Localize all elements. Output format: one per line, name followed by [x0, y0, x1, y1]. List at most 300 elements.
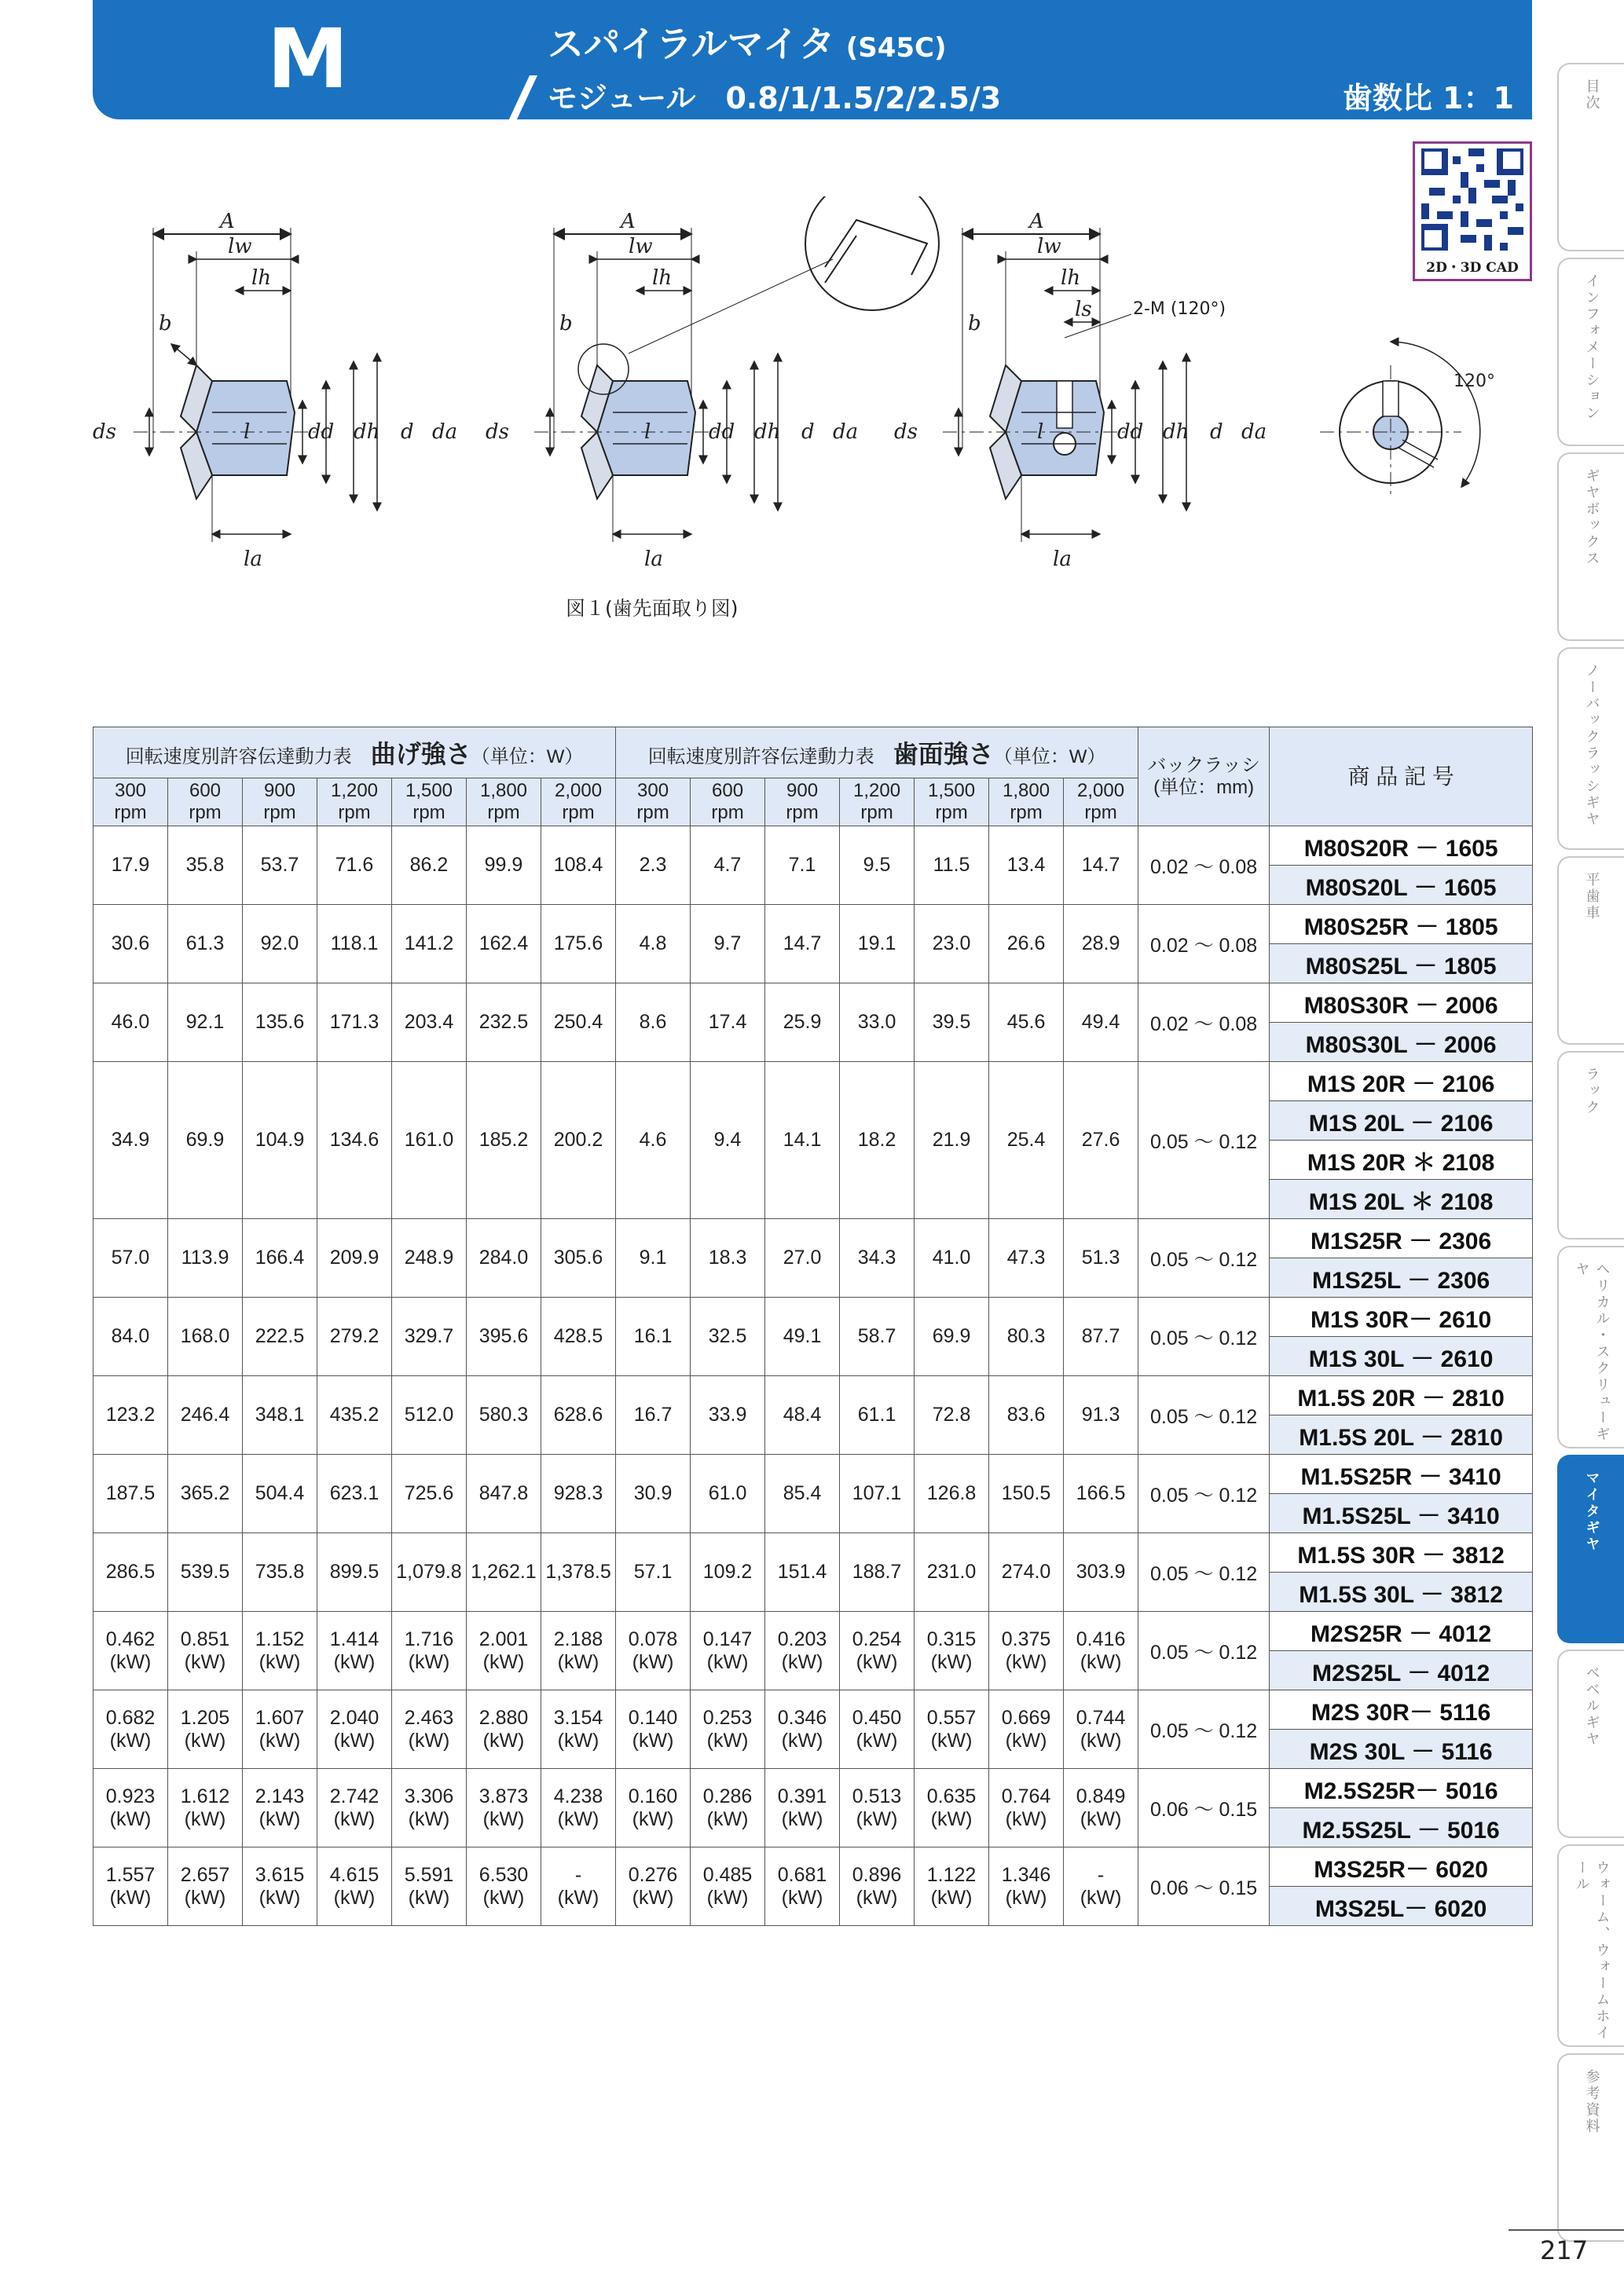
product-code[interactable]: M1.5S 20R － 2810: [1270, 1376, 1533, 1415]
bending-power-cell: 512.0: [392, 1376, 467, 1455]
fig2-label-la: la: [644, 547, 663, 571]
drawing-chamfer: [534, 196, 939, 542]
surface-power-cell: 0.276 (kW): [616, 1847, 691, 1926]
surface-power-cell: 39.5: [915, 983, 989, 1062]
side-tab[interactable]: [1557, 63, 1624, 251]
side-tab[interactable]: [1557, 647, 1624, 850]
side-tab-label: 平歯車: [1583, 872, 1600, 921]
surface-power-cell: 0.391 (kW): [765, 1769, 840, 1847]
side-tab[interactable]: [1557, 452, 1624, 641]
bending-power-cell: 232.5: [467, 983, 541, 1062]
fig2-label-A: A: [621, 210, 636, 233]
bending-power-cell: 92.1: [168, 983, 243, 1062]
surface-power-cell: 25.9: [765, 983, 840, 1062]
rpm-header: 300 rpm: [93, 778, 168, 826]
bending-power-cell: 162.4: [467, 905, 541, 983]
table-row: [93, 905, 1533, 944]
bending-power-cell: 113.9: [168, 1219, 243, 1298]
bending-power-cell: 284.0: [467, 1219, 541, 1298]
bending-power-cell: 222.5: [243, 1298, 317, 1376]
surface-power-cell: 19.1: [840, 905, 915, 983]
bending-power-cell: 1,378.5: [541, 1533, 616, 1612]
product-code[interactable]: M1.5S 30R － 3812: [1270, 1533, 1533, 1573]
bending-power-cell: 2.188 (kW): [541, 1612, 616, 1690]
bending-power-cell: 161.0: [392, 1062, 467, 1219]
surface-power-cell: 11.5: [915, 826, 989, 905]
fig3-label-l: l: [1037, 420, 1044, 444]
bending-power-cell: 34.9: [93, 1062, 168, 1219]
product-code[interactable]: M80S20L － 1605: [1270, 866, 1533, 905]
fig2-label-b: b: [559, 312, 573, 335]
product-code[interactable]: M80S30R － 2006: [1270, 983, 1533, 1023]
fig3-label-d: d: [1210, 420, 1223, 444]
fig1-label-l: l: [244, 420, 251, 444]
surface-power-cell: 109.2: [691, 1533, 765, 1612]
bending-power-cell: 246.4: [168, 1376, 243, 1455]
surface-power-cell: 0.635 (kW): [915, 1769, 989, 1847]
product-code[interactable]: M80S30L － 2006: [1270, 1023, 1533, 1062]
product-code[interactable]: M2.5S25L － 5016: [1270, 1808, 1533, 1847]
product-code[interactable]: M2S 30L － 5116: [1270, 1730, 1533, 1769]
bending-power-cell: 118.1: [317, 905, 392, 983]
surface-power-cell: 18.2: [840, 1062, 915, 1219]
page-number: 217: [1540, 2236, 1589, 2265]
rpm-header: 300 rpm: [616, 778, 691, 826]
rpm-header: 1,200 rpm: [840, 778, 915, 826]
bending-power-cell: - (kW): [541, 1847, 616, 1926]
product-code[interactable]: M2S 30R－ 5116: [1270, 1690, 1533, 1730]
product-code[interactable]: M1.5S 30L － 3812: [1270, 1573, 1533, 1612]
table-row: [93, 1612, 1533, 1651]
header-product-code: 商 品 記 号: [1270, 727, 1533, 826]
side-tab[interactable]: [1557, 1844, 1624, 2047]
side-tab[interactable]: [1557, 1650, 1624, 1838]
product-code[interactable]: M1S25L － 2306: [1270, 1258, 1533, 1298]
surface-power-cell: 4.6: [616, 1062, 691, 1219]
rpm-header: 600 rpm: [691, 778, 765, 826]
product-code[interactable]: M80S25R － 1805: [1270, 905, 1533, 944]
product-code[interactable]: M3S25L－ 6020: [1270, 1887, 1533, 1926]
fig2-label-dh: dh: [754, 420, 781, 444]
surface-power-cell: 47.3: [989, 1219, 1064, 1298]
bending-power-cell: 135.6: [243, 983, 317, 1062]
module-line: モジュール 0.8/1/1.5/2/2.5/3: [548, 81, 1002, 115]
product-code[interactable]: M1S 20R － 2106: [1270, 1062, 1533, 1101]
bending-power-cell: 86.2: [392, 826, 467, 905]
surface-power-cell: 69.9: [915, 1298, 989, 1376]
fig2-label-dd: dd: [709, 420, 735, 444]
backlash-cell: 0.02 ～ 0.08: [1138, 905, 1270, 983]
surface-power-cell: 126.8: [915, 1455, 989, 1533]
bending-power-cell: 175.6: [541, 905, 616, 983]
bending-power-cell: 2.040 (kW): [317, 1690, 392, 1769]
table-row: [93, 983, 1533, 1023]
backlash-cell: 0.02 ～ 0.08: [1138, 826, 1270, 905]
bending-power-cell: 71.6: [317, 826, 392, 905]
bending-power-cell: 847.8: [467, 1455, 541, 1533]
surface-power-cell: 7.1: [765, 826, 840, 905]
bending-power-cell: 104.9: [243, 1062, 317, 1219]
surface-power-cell: 80.3: [989, 1298, 1064, 1376]
side-tab-label: マイタギヤ: [1583, 1470, 1600, 1553]
product-code[interactable]: M2.5S25R－ 5016: [1270, 1769, 1533, 1808]
bending-power-cell: 99.9: [467, 826, 541, 905]
bending-power-cell: 735.8: [243, 1533, 317, 1612]
bending-power-cell: 1.152 (kW): [243, 1612, 317, 1690]
qr-label: 2D・3D CAD: [1426, 260, 1519, 276]
product-code[interactable]: M1S 30R－ 2610: [1270, 1298, 1533, 1337]
surface-power-cell: 231.0: [915, 1533, 989, 1612]
side-tab-label: ヘリカル・スクリューギヤ: [1573, 1262, 1611, 1443]
backlash-cell: 0.05 ～ 0.12: [1138, 1690, 1270, 1769]
side-tab[interactable]: [1557, 2053, 1624, 2242]
surface-power-cell: - (kW): [1064, 1847, 1138, 1926]
bending-power-cell: 1.205 (kW): [168, 1690, 243, 1769]
bending-power-cell: 1.414 (kW): [317, 1612, 392, 1690]
bending-power-cell: 166.4: [243, 1219, 317, 1298]
surface-power-cell: 61.1: [840, 1376, 915, 1455]
bending-power-cell: 84.0: [93, 1298, 168, 1376]
fig2-label-da: da: [833, 420, 859, 444]
surface-power-cell: 107.1: [840, 1455, 915, 1533]
rpm-header: 1,200 rpm: [317, 778, 392, 826]
fig1-label-la: la: [244, 547, 262, 571]
surface-power-cell: 14.7: [1064, 826, 1138, 905]
bending-power-cell: 1,079.8: [392, 1533, 467, 1612]
surface-power-cell: 0.346 (kW): [765, 1690, 840, 1769]
bending-power-cell: 435.2: [317, 1376, 392, 1455]
bending-power-cell: 0.682 (kW): [93, 1690, 168, 1769]
surface-power-cell: 0.849 (kW): [1064, 1769, 1138, 1847]
fig1-label-A: A: [220, 210, 235, 233]
table-row: [93, 826, 1533, 866]
fig3-label-A: A: [1029, 210, 1044, 233]
product-code[interactable]: M1S 20L ＊ 2108: [1270, 1180, 1533, 1219]
surface-power-cell: 0.203 (kW): [765, 1612, 840, 1690]
bending-power-cell: 203.4: [392, 983, 467, 1062]
surface-power-cell: 72.8: [915, 1376, 989, 1455]
surface-power-cell: 0.485 (kW): [691, 1847, 765, 1926]
rpm-header: 1,800 rpm: [989, 778, 1064, 826]
side-tab-label: ウォーム、ウォームホイール: [1573, 1860, 1611, 2041]
bending-power-cell: 2.463 (kW): [392, 1690, 467, 1769]
backlash-cell: 0.05 ～ 0.12: [1138, 1298, 1270, 1376]
fig3-label-lw: lw: [1037, 235, 1061, 258]
side-tab-label: ベベルギヤ: [1583, 1665, 1600, 1748]
surface-power-cell: 2.3: [616, 826, 691, 905]
bending-power-cell: 187.5: [93, 1455, 168, 1533]
bending-power-cell: 628.6: [541, 1376, 616, 1455]
surface-power-cell: 23.0: [915, 905, 989, 983]
rpm-header: 600 rpm: [168, 778, 243, 826]
bending-power-cell: 539.5: [168, 1533, 243, 1612]
surface-power-cell: 57.1: [616, 1533, 691, 1612]
side-tab[interactable]: [1557, 856, 1624, 1045]
page-number-rule: [1509, 2229, 1624, 2231]
fig1-label-da: da: [432, 420, 458, 444]
surface-power-cell: 9.1: [616, 1219, 691, 1298]
product-code[interactable]: M2S25R － 4012: [1270, 1612, 1533, 1651]
bending-power-cell: 69.9: [168, 1062, 243, 1219]
bending-power-cell: 1.716 (kW): [392, 1612, 467, 1690]
header-backlash: バックラッシ (単位：mm): [1138, 727, 1270, 826]
surface-power-cell: 85.4: [765, 1455, 840, 1533]
gear-ratio: 歯数比 1：1: [1342, 81, 1514, 115]
surface-power-cell: 87.7: [1064, 1298, 1138, 1376]
surface-power-cell: 0.669 (kW): [989, 1690, 1064, 1769]
side-tab[interactable]: [1557, 1455, 1624, 1643]
bending-power-cell: 53.7: [243, 826, 317, 905]
bending-power-cell: 17.9: [93, 826, 168, 905]
rpm-header: 1,500 rpm: [392, 778, 467, 826]
surface-power-cell: 14.1: [765, 1062, 840, 1219]
surface-power-cell: 25.4: [989, 1062, 1064, 1219]
bending-power-cell: 348.1: [243, 1376, 317, 1455]
backlash-cell: 0.05 ～ 0.12: [1138, 1219, 1270, 1298]
fig1-label-d: d: [401, 420, 414, 444]
surface-power-cell: 16.1: [616, 1298, 691, 1376]
backlash-cell: 0.06 ～ 0.15: [1138, 1847, 1270, 1926]
product-code[interactable]: M1S 20L － 2106: [1270, 1101, 1533, 1141]
table-row: [93, 1376, 1533, 1415]
product-code[interactable]: M80S25L － 1805: [1270, 944, 1533, 983]
surface-power-cell: 45.6: [989, 983, 1064, 1062]
table-row: [93, 1769, 1533, 1808]
surface-power-cell: 49.4: [1064, 983, 1138, 1062]
surface-power-cell: 41.0: [915, 1219, 989, 1298]
fig3-label-dh: dh: [1163, 420, 1190, 444]
bending-power-cell: 2.742 (kW): [317, 1769, 392, 1847]
bending-power-cell: 250.4: [541, 983, 616, 1062]
bending-power-cell: 248.9: [392, 1219, 467, 1298]
surface-power-cell: 0.160 (kW): [616, 1769, 691, 1847]
surface-power-cell: 150.5: [989, 1455, 1064, 1533]
side-tab-label: ラック: [1583, 1067, 1600, 1116]
side-tab[interactable]: [1557, 1246, 1624, 1448]
surface-power-cell: 9.4: [691, 1062, 765, 1219]
surface-power-cell: 16.7: [616, 1376, 691, 1455]
fig3-label-da: da: [1241, 420, 1267, 444]
surface-power-cell: 4.7: [691, 826, 765, 905]
table-row: [93, 1298, 1533, 1337]
rpm-header: 1,800 rpm: [467, 778, 541, 826]
surface-power-cell: 0.513 (kW): [840, 1769, 915, 1847]
surface-power-cell: 32.5: [691, 1298, 765, 1376]
fig3-label-ds: ds: [894, 420, 918, 444]
product-code[interactable]: M3S25R－ 6020: [1270, 1847, 1533, 1887]
bending-power-cell: 46.0: [93, 983, 168, 1062]
bending-power-cell: 580.3: [467, 1376, 541, 1455]
fig1-label-lw: lw: [228, 235, 252, 258]
bending-power-cell: 108.4: [541, 826, 616, 905]
surface-power-cell: 0.681 (kW): [765, 1847, 840, 1926]
bending-power-cell: 2.001 (kW): [467, 1612, 541, 1690]
bending-power-cell: 623.1: [317, 1455, 392, 1533]
bending-power-cell: 200.2: [541, 1062, 616, 1219]
bending-power-cell: 1.607 (kW): [243, 1690, 317, 1769]
fig3-label-lh: lh: [1061, 266, 1081, 290]
surface-power-cell: 48.4: [765, 1376, 840, 1455]
bending-power-cell: 2.657 (kW): [168, 1847, 243, 1926]
bending-power-cell: 1.612 (kW): [168, 1769, 243, 1847]
product-code[interactable]: M1S 20R ＊ 2108: [1270, 1141, 1533, 1180]
fig1-label-lh: lh: [251, 266, 272, 290]
table-row: [93, 1533, 1533, 1573]
backlash-cell: 0.05 ～ 0.12: [1138, 1455, 1270, 1533]
surface-power-cell: 13.4: [989, 826, 1064, 905]
surface-power-cell: 91.3: [1064, 1376, 1138, 1455]
header-surface-group: 回転速度別許容伝達動力表 歯面強さ（単位：W）: [616, 727, 1138, 778]
backlash-cell: 0.06 ～ 0.15: [1138, 1769, 1270, 1847]
surface-power-cell: 28.9: [1064, 905, 1138, 983]
figure-caption: 図１(歯先面取り図): [566, 597, 739, 620]
product-code[interactable]: M1.5S25L － 3410: [1270, 1494, 1533, 1533]
bending-power-cell: 3.873 (kW): [467, 1769, 541, 1847]
side-tab-label: インフォメーション: [1583, 273, 1600, 422]
surface-power-cell: 188.7: [840, 1533, 915, 1612]
bending-power-cell: 305.6: [541, 1219, 616, 1298]
table-row: [93, 1219, 1533, 1258]
rpm-header: 900 rpm: [765, 778, 840, 826]
surface-power-cell: 61.0: [691, 1455, 765, 1533]
bending-power-cell: 0.851 (kW): [168, 1612, 243, 1690]
gear-drawings: [86, 196, 1516, 589]
surface-power-cell: 49.1: [765, 1298, 840, 1376]
bending-power-cell: 168.0: [168, 1298, 243, 1376]
fig3-label-ls: ls: [1075, 298, 1092, 321]
surface-power-cell: 17.4: [691, 983, 765, 1062]
surface-power-cell: 0.375 (kW): [989, 1612, 1064, 1690]
bending-power-cell: 365.2: [168, 1455, 243, 1533]
surface-power-cell: 274.0: [989, 1533, 1064, 1612]
side-tab-label: ノーバックラッシギヤ: [1583, 663, 1600, 828]
bending-power-cell: 209.9: [317, 1219, 392, 1298]
table-row: [93, 1455, 1533, 1494]
fig2-label-l: l: [644, 420, 651, 444]
fig3-angle-label: 120°: [1454, 372, 1495, 391]
bending-power-cell: 4.238 (kW): [541, 1769, 616, 1847]
backlash-cell: 0.05 ～ 0.12: [1138, 1062, 1270, 1219]
product-code[interactable]: M1.5S25R － 3410: [1270, 1455, 1533, 1494]
surface-power-cell: 9.5: [840, 826, 915, 905]
bending-power-cell: 329.7: [392, 1298, 467, 1376]
surface-power-cell: 26.6: [989, 905, 1064, 983]
surface-power-cell: 0.416 (kW): [1064, 1612, 1138, 1690]
bending-power-cell: 4.615 (kW): [317, 1847, 392, 1926]
surface-power-cell: 9.7: [691, 905, 765, 983]
surface-power-cell: 27.0: [765, 1219, 840, 1298]
product-code[interactable]: M1S25R － 2306: [1270, 1219, 1533, 1258]
fig1-label-dd: dd: [308, 420, 335, 444]
fig2-label-lw: lw: [629, 235, 653, 258]
surface-power-cell: 1.122 (kW): [915, 1847, 989, 1926]
table-row: [93, 1062, 1533, 1101]
rpm-header: 900 rpm: [243, 778, 317, 826]
bending-power-cell: 0.923 (kW): [93, 1769, 168, 1847]
backlash-cell: 0.02 ～ 0.08: [1138, 983, 1270, 1062]
bending-power-cell: 428.5: [541, 1298, 616, 1376]
surface-power-cell: 0.744 (kW): [1064, 1690, 1138, 1769]
bending-power-cell: 2.143 (kW): [243, 1769, 317, 1847]
surface-power-cell: 0.254 (kW): [840, 1612, 915, 1690]
product-code[interactable]: M2S25L － 4012: [1270, 1651, 1533, 1690]
bending-power-cell: 1,262.1: [467, 1533, 541, 1612]
product-code[interactable]: M80S20R － 1605: [1270, 826, 1533, 866]
bending-power-cell: 1.557 (kW): [93, 1847, 168, 1926]
table-row: [93, 1847, 1533, 1887]
surface-power-cell: 0.557 (kW): [915, 1690, 989, 1769]
bending-power-cell: 504.4: [243, 1455, 317, 1533]
rpm-header: 2,000 rpm: [1064, 778, 1138, 826]
fig3-label-la: la: [1053, 547, 1072, 571]
bending-power-cell: 92.0: [243, 905, 317, 983]
fig2-label-d: d: [801, 420, 815, 444]
surface-power-cell: 51.3: [1064, 1219, 1138, 1298]
bending-power-cell: 5.591 (kW): [392, 1847, 467, 1926]
table-row: [93, 1690, 1533, 1730]
backlash-cell: 0.05 ～ 0.12: [1138, 1533, 1270, 1612]
surface-power-cell: 27.6: [1064, 1062, 1138, 1219]
surface-power-cell: 1.346 (kW): [989, 1847, 1064, 1926]
surface-power-cell: 166.5: [1064, 1455, 1138, 1533]
surface-power-cell: 0.253 (kW): [691, 1690, 765, 1769]
surface-power-cell: 151.4: [765, 1533, 840, 1612]
bending-power-cell: 35.8: [168, 826, 243, 905]
header-bending-group: 回転速度別許容伝達動力表 曲げ強さ（単位：W）: [93, 727, 616, 778]
bending-power-cell: 3.306 (kW): [392, 1769, 467, 1847]
fig3-set-screw-label: 2-M (120°): [1133, 299, 1226, 319]
bending-power-cell: 279.2: [317, 1298, 392, 1376]
surface-power-cell: 8.6: [616, 983, 691, 1062]
surface-power-cell: 18.3: [691, 1219, 765, 1298]
bending-power-cell: 123.2: [93, 1376, 168, 1455]
surface-power-cell: 0.450 (kW): [840, 1690, 915, 1769]
product-title: スパイラルマイタ (S45C): [548, 23, 947, 65]
fig3-label-b: b: [968, 312, 981, 335]
surface-power-cell: 34.3: [840, 1219, 915, 1298]
product-code[interactable]: M1S 30L － 2610: [1270, 1337, 1533, 1376]
side-tab-label: 参考資料: [1583, 2069, 1600, 2135]
surface-power-cell: 21.9: [915, 1062, 989, 1219]
side-tab[interactable]: [1557, 1051, 1624, 1240]
fig1-label-ds: ds: [93, 420, 116, 444]
surface-power-cell: 0.147 (kW): [691, 1612, 765, 1690]
product-code[interactable]: M1.5S 20L － 2810: [1270, 1415, 1533, 1455]
bending-power-cell: 6.530 (kW): [467, 1847, 541, 1926]
side-tab[interactable]: [1557, 258, 1624, 446]
fig1-label-dh: dh: [354, 420, 380, 444]
fig2-label-ds: ds: [486, 420, 509, 444]
bending-power-cell: 61.3: [168, 905, 243, 983]
backlash-cell: 0.05 ～ 0.12: [1138, 1376, 1270, 1455]
surface-power-cell: 4.8: [616, 905, 691, 983]
bending-power-cell: 0.462 (kW): [93, 1612, 168, 1690]
fig2-label-lh: lh: [652, 266, 673, 290]
surface-power-cell: 0.286 (kW): [691, 1769, 765, 1847]
bending-power-cell: 185.2: [467, 1062, 541, 1219]
rpm-header: 1,500 rpm: [915, 778, 989, 826]
surface-power-cell: 0.764 (kW): [989, 1769, 1064, 1847]
fig1-label-b: b: [159, 312, 172, 335]
surface-power-cell: 0.078 (kW): [616, 1612, 691, 1690]
surface-power-cell: 0.896 (kW): [840, 1847, 915, 1926]
surface-power-cell: 303.9: [1064, 1533, 1138, 1612]
bending-power-cell: 725.6: [392, 1455, 467, 1533]
bending-power-cell: 3.154 (kW): [541, 1690, 616, 1769]
surface-power-cell: 83.6: [989, 1376, 1064, 1455]
drawing-set-screw: [943, 228, 1480, 542]
surface-power-cell: 30.9: [616, 1455, 691, 1533]
